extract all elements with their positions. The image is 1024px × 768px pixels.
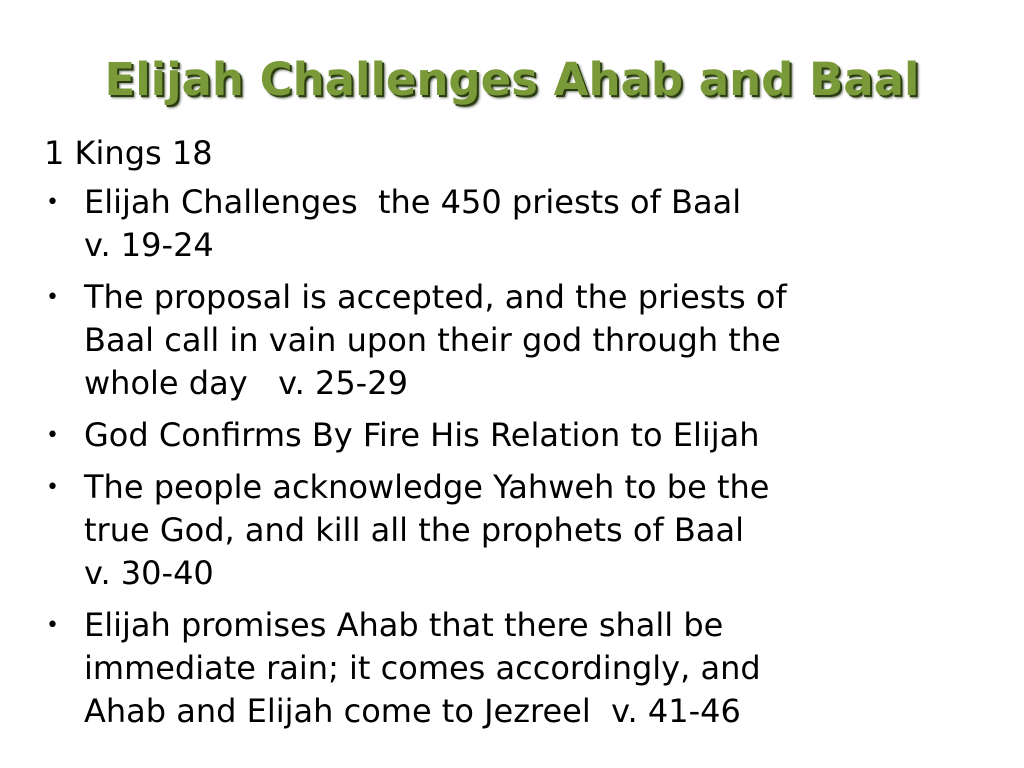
slide-title: Elijah Challenges Ahab and Baal (104, 53, 920, 106)
bullet-line: Elijah promises Ahab that there shall be (84, 606, 724, 644)
bullet-list (44, 181, 994, 733)
bullet-item (44, 604, 994, 733)
bullet-line: whole day v. 25-29 (84, 364, 408, 402)
bullet-icon: • (46, 613, 59, 638)
bullet-icon: • (46, 475, 59, 500)
bullet-line: true God, and kill all the prophets of Baal (84, 511, 744, 549)
bullet-line: Elijah Challenges the 450 priests of Baal (84, 183, 742, 221)
bullet-icon: • (46, 423, 59, 448)
bullet-item (44, 466, 994, 595)
bullet-line: Baal call in vain upon their god through the (84, 321, 781, 359)
bullet-line: God Confirms By Fire His Relation to Elijah (84, 416, 760, 454)
bullet-line: v. 30-40 (84, 554, 214, 592)
bullet-item (44, 414, 994, 457)
bullet-line: The proposal is accepted, and the priests of (84, 278, 787, 316)
slide-content (44, 132, 994, 742)
bullet-item (44, 276, 994, 405)
bullet-line: v. 19-24 (84, 226, 214, 264)
bullet-item (44, 181, 994, 267)
bullet-line: immediate rain; it comes accordingly, and (84, 649, 761, 687)
bullet-line: Ahab and Elijah come to Jezreel v. 41-46 (84, 692, 741, 730)
scripture-reference: 1 Kings 18 (44, 134, 213, 172)
bullet-line: The people acknowledge Yahweh to be the (84, 468, 770, 506)
bullet-icon: • (46, 285, 59, 310)
bullet-icon: • (46, 190, 59, 215)
